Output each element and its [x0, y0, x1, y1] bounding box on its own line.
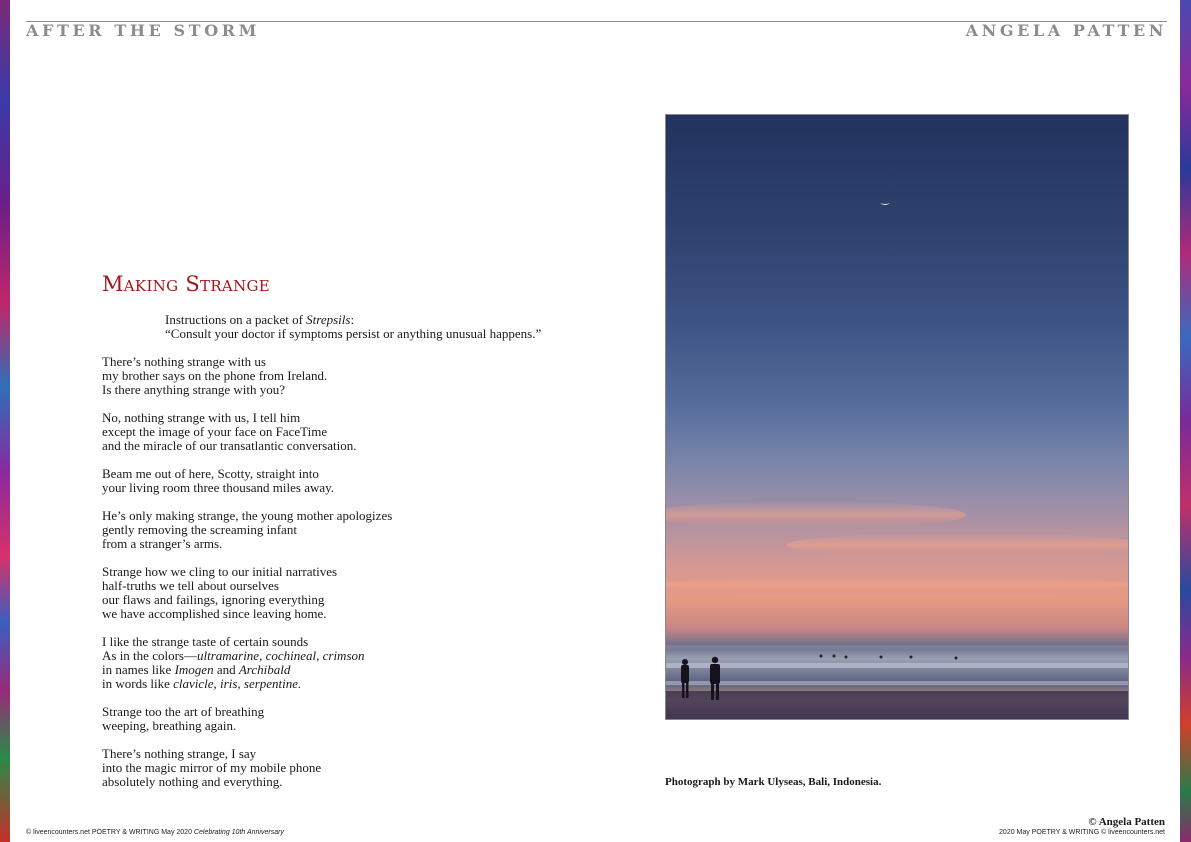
wave-band	[666, 663, 1128, 668]
poem-line: from a stranger’s arms.	[102, 536, 223, 551]
stanza	[102, 747, 392, 789]
wave-band	[666, 681, 1128, 685]
epigraph-line: “Consult your doctor if symptoms persist or anything unusual happens.”	[165, 326, 542, 341]
poem-line: There’s nothing strange, I say	[102, 746, 257, 761]
cloud-streak	[666, 501, 966, 529]
poem-line: There’s nothing strange with us	[102, 354, 266, 369]
footer-right: 2020 May POETRY & WRITING © liveencounters.net	[999, 829, 1165, 836]
stanza	[102, 705, 392, 733]
poem-line: He’s only making strange, the young mother apologizes	[102, 508, 393, 523]
poem-line: absolutely nothing and everything.	[102, 774, 283, 789]
poem-line: my brother says on the phone from Ireland.	[102, 368, 328, 383]
author-name: ANGELA PATTEN	[965, 21, 1167, 40]
poem-line: we have accomplished since leaving home.	[102, 606, 327, 621]
stanza	[102, 509, 392, 551]
poem-line: I like the strange taste of certain sounds	[102, 634, 309, 649]
right-color-strip	[1180, 0, 1191, 842]
poem-body	[102, 355, 392, 803]
stanza	[102, 411, 392, 453]
epigraph	[165, 313, 541, 341]
stanza	[102, 635, 392, 691]
poem-line: your living room three thousand miles away.	[102, 480, 335, 495]
wet-sand	[666, 691, 1128, 719]
poem-line: As in the colors—ultramarine, cochineal, crimson	[102, 648, 365, 663]
poem-line: Strange how we cling to our initial narratives	[102, 564, 338, 579]
photo-scene	[666, 115, 1128, 719]
poem-line: and the miracle of our transatlantic conversation.	[102, 438, 357, 453]
poem-line: our flaws and failings, ignoring everything	[102, 592, 325, 607]
poem-line: gently removing the screaming infant	[102, 522, 297, 537]
surfers-silhouettes	[820, 655, 958, 660]
sunset-beach-photo	[665, 114, 1129, 720]
footer-left: © liveencounters.net POETRY & WRITING May 2020 Celebrating 10th Anniversary	[26, 829, 284, 836]
stanza	[102, 467, 392, 495]
poem-line: Strange too the art of breathing	[102, 704, 265, 719]
stanza	[102, 565, 392, 621]
cloud-streak	[786, 533, 1128, 557]
poem-title: Making Strange	[102, 272, 271, 296]
moon-icon	[880, 203, 890, 205]
sea-horizon	[666, 645, 1128, 649]
poem-line: in names like Imogen and Archibald	[102, 662, 291, 677]
epigraph-line: Instructions on a packet of Strepsils:	[165, 312, 355, 327]
stanza	[102, 355, 392, 397]
left-color-strip	[0, 0, 10, 842]
poem-line: except the image of your face on FaceTime	[102, 424, 328, 439]
poem-line: No, nothing strange with us, I tell him	[102, 410, 301, 425]
poem-line: Beam me out of here, Scotty, straight into	[102, 466, 319, 481]
poem-line: into the magic mirror of my mobile phone	[102, 760, 322, 775]
photo-caption: Photograph by Mark Ulyseas, Bali, Indonesia.	[665, 776, 882, 788]
poem-line: half-truths we tell about ourselves	[102, 578, 279, 593]
cloud-streak	[666, 575, 1128, 595]
poem-line: weeping, breathing again.	[102, 718, 237, 733]
section-title: AFTER THE STORM	[26, 21, 260, 40]
copyright-notice: © Angela Patten	[1088, 816, 1165, 828]
poem-line: Is there anything strange with you?	[102, 382, 286, 397]
poem-line: in words like clavicle, iris, serpentine.	[102, 676, 302, 691]
